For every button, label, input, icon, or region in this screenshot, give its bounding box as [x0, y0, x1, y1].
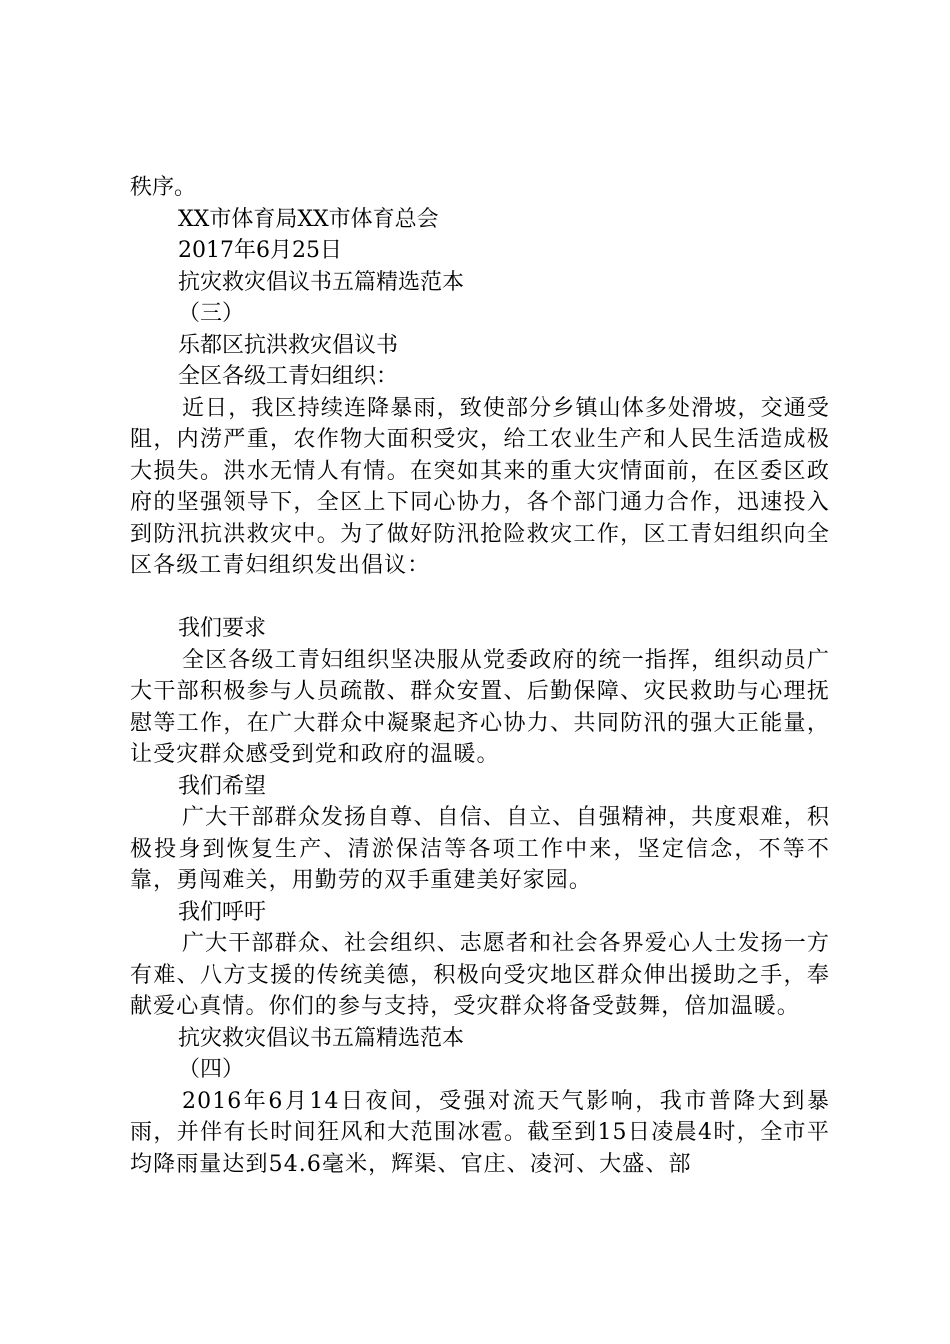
section-number: （三）	[178, 301, 245, 326]
document-title: 乐都区抗洪救灾倡议书	[178, 332, 399, 358]
document-body	[130, 172, 830, 1180]
section-title: 抗灾救灾倡议书五篇精选范本	[178, 269, 465, 295]
section-title: 抗灾救灾倡议书五篇精选范本	[178, 1025, 465, 1051]
salutation: 全区各级工青妇组织：	[178, 364, 399, 389]
heading-appeal: 我们呼吁	[178, 899, 267, 925]
heading-hope: 我们希望	[178, 773, 267, 799]
paragraph-four: 2016年6月14日夜间，受强对流天气影响，我市普降大到暴雨，并伴有长时间狂风和大范围冰雹。截至到15日凌晨4时，全市平均降雨量达到54.6毫米，辉渠、官庄、凌河、大盛、部	[130, 1088, 830, 1177]
section-number: （四）	[178, 1057, 245, 1082]
org-signature: XX市体育局XX市体育总会	[178, 206, 439, 232]
heading-require: 我们要求	[178, 616, 267, 641]
text-line-order: 秩序。	[130, 175, 197, 200]
paragraph-hope: 广大干部群众发扬自尊、自信、自立、自强精神，共度艰难，积极投身到恢复生产、清淤保洁等各项工作中来，坚定信念，不等不靠，勇闯难关，用勤劳的双手重建美好家园。	[130, 805, 830, 893]
paragraph-require: 全区各级工青妇组织坚决服从党委政府的统一指挥，组织动员广大干部积极参与人员疏散、群众安置、后勤保障、灾民救助与心理抚慰等工作，在广大群众中凝聚起齐心协力、共同防汛的强大正能量，让受灾群众感受到党和政府的温暖。	[130, 647, 830, 767]
blank-line	[130, 582, 830, 614]
paragraph-appeal: 广大干部群众、社会组织、志愿者和社会各界爱心人士发扬一方有难、八方支援的传统美德，积极向受灾地区群众伸出援助之手，奉献爱心真情。你们的参与支持，受灾群众将备受鼓舞，倍加温暖。	[130, 931, 830, 1019]
paragraph-intro: 近日，我区持续连降暴雨，致使部分乡镇山体多处滑坡，交通受阻，内涝严重，农作物大面积受灾，给工农业生产和人民生活造成极大损失。洪水无情人有情。在突如其来的重大灾情面前，在区委区政府的坚强领导下，全区上下同心协力，各个部门通力合作，迅速投入到防汛抗洪救灾中。为了做好防汛抢险救灾工作，区工青妇组织向全区各级工青妇组织发出倡议：	[130, 395, 830, 578]
signature-date: 2017年6月25日	[178, 238, 342, 263]
